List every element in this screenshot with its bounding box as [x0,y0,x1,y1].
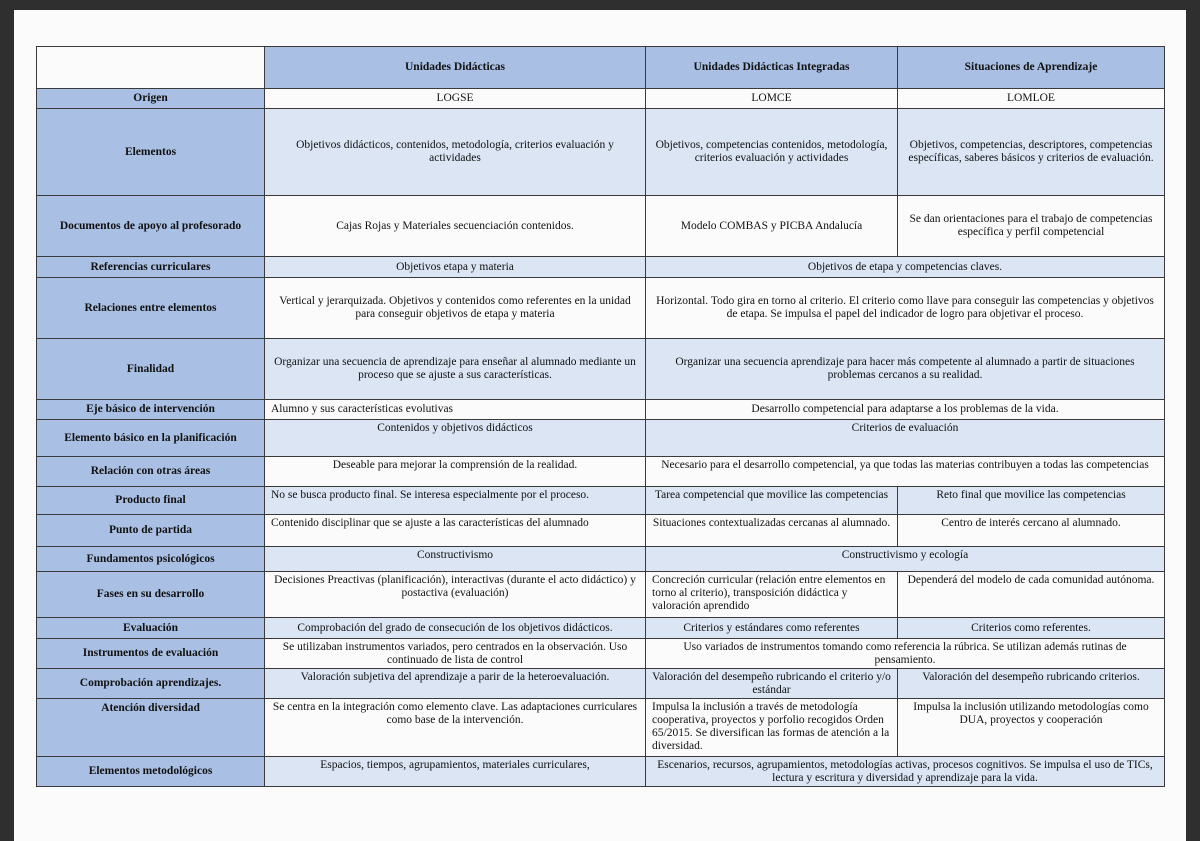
table-cell: Modelo COMBAS y PICBA Andalucía [646,196,898,257]
row-header: Punto de partida [37,515,265,547]
row-header: Elemento básico en la planificación [37,420,265,457]
table-cell: Criterios como referentes. [898,618,1165,639]
table-row [37,639,1165,669]
table-cell: Objetivos didácticos, contenidos, metodología, criterios evaluación y actividades [265,109,646,196]
corner-cell [37,47,265,89]
table-row [37,400,1165,420]
table-row [37,257,1165,278]
row-header: Fases en su desarrollo [37,572,265,618]
row-header: Atención diversidad [37,699,265,757]
row-header: Elementos metodológicos [37,757,265,787]
table-cell-merged: Uso variados de instrumentos tomando como referencia la rúbrica. Se utilizan además rutinas de pensamiento. [646,639,1165,669]
row-header: Origen [37,89,265,109]
table-row [37,278,1165,339]
table-row [37,699,1165,757]
row-header: Elementos [37,109,265,196]
table-cell: Objetivos, competencias contenidos, metodología, criterios evaluación y actividades [646,109,898,196]
table-row [37,457,1165,487]
table-cell: No se busca producto final. Se interesa especialmente por el proceso. [265,487,646,515]
table-cell: Valoración del desempeño rubricando el criterio y/o estándar [646,669,898,699]
table-cell: Valoración subjetiva del aprendizaje a parir de la heteroevaluación. [265,669,646,699]
row-header: Documentos de apoyo al profesorado [37,196,265,257]
comparison-table [36,46,1165,787]
row-header: Referencias curriculares [37,257,265,278]
table-cell: Impulsa la inclusión utilizando metodologías como DUA, proyectos y cooperación [898,699,1165,757]
row-header: Producto final [37,487,265,515]
table-row [37,757,1165,787]
table-cell: Cajas Rojas y Materiales secuenciación contenidos. [265,196,646,257]
table-cell-merged: Objetivos de etapa y competencias claves. [646,257,1165,278]
table-cell: Contenido disciplinar que se ajuste a las características del alumnado [265,515,646,547]
row-header: Relaciones entre elementos [37,278,265,339]
row-header: Eje básico de intervención [37,400,265,420]
table-row [37,196,1165,257]
table-cell: Dependerá del modelo de cada comunidad autónoma. [898,572,1165,618]
table-cell: Centro de interés cercano al alumnado. [898,515,1165,547]
row-header: Finalidad [37,339,265,400]
table-cell: Contenidos y objetivos didácticos [265,420,646,457]
table-cell: Espacios, tiempos, agrupamientos, materiales curriculares, [265,757,646,787]
column-header-sa: Situaciones de Aprendizaje [898,47,1165,89]
table-cell-merged: Organizar una secuencia aprendizaje para hacer más competente al alumnado a partir de situaciones problemas cercanos a su realidad. [646,339,1165,400]
table-row [37,547,1165,572]
row-header: Fundamentos psicológicos [37,547,265,572]
header-row [37,47,1165,89]
table-row [37,89,1165,109]
table-row [37,487,1165,515]
table-cell: Concreción curricular (relación entre elementos en torno al criterio), transposición didáctica y valoración aprendido [646,572,898,618]
table-cell: Decisiones Preactivas (planificación), interactivas (durante el acto didáctico) y postactiva (evaluación) [265,572,646,618]
row-header: Instrumentos de evaluación [37,639,265,669]
column-header-udi: Unidades Didácticas Integradas [646,47,898,89]
table-cell: Impulsa la inclusión a través de metodología cooperativa, proyectos y porfolio recogidos Orden 65/2015. Se diversifican las formas de atención a la diversidad. [646,699,898,757]
table-row [37,420,1165,457]
table-cell: Objetivos etapa y materia [265,257,646,278]
table-row [37,109,1165,196]
row-header: Relación con otras áreas [37,457,265,487]
table-cell: Comprobación del grado de consecución de los objetivos didácticos. [265,618,646,639]
table-cell: Organizar una secuencia de aprendizaje para enseñar al alumnado mediante un proceso que se ajuste a sus características. [265,339,646,400]
table-cell: Constructivismo [265,547,646,572]
table-cell: Reto final que movilice las competencias [898,487,1165,515]
table-cell: Se centra en la integración como elemento clave. Las adaptaciones curriculares como base de la intervención. [265,699,646,757]
table-cell-merged: Necesario para el desarrollo competencial, ya que todas las materias contribuyen a todas las competencias [646,457,1165,487]
table-row [37,339,1165,400]
column-header-ud: Unidades Didácticas [265,47,646,89]
table-cell-merged: Horizontal. Todo gira en torno al criterio. El criterio como llave para conseguir las competencias y objetivos de etapa. Se impulsa el papel del indicador de logro para objetivar el proceso. [646,278,1165,339]
table-row [37,572,1165,618]
table-cell-merged: Criterios de evaluación [646,420,1165,457]
table-cell: Se utilizaban instrumentos variados, pero centrados en la observación. Uso continuado de lista de control [265,639,646,669]
table-cell-merged: Desarrollo competencial para adaptarse a los problemas de la vida. [646,400,1165,420]
table-cell: LOGSE [265,89,646,109]
table-cell: LOMLOE [898,89,1165,109]
table-cell: Situaciones contextualizadas cercanas al alumnado. [646,515,898,547]
table-cell: Objetivos, competencias, descriptores, competencias específicas, saberes básicos y criterios de evaluación. [898,109,1165,196]
table-cell: Alumno y sus características evolutivas [265,400,646,420]
table-cell: Criterios y estándares como referentes [646,618,898,639]
table-cell: Tarea competencial que movilice las competencias [646,487,898,515]
table-cell: Se dan orientaciones para el trabajo de competencias específica y perfil competencial [898,196,1165,257]
table-row [37,618,1165,639]
table-cell-merged: Escenarios, recursos, agrupamientos, metodologías activas, procesos cognitivos. Se impulsa el uso de TICs, lectura y escritura y diversidad y aprendizaje para la vida. [646,757,1165,787]
row-header: Comprobación aprendizajes. [37,669,265,699]
table-cell: LOMCE [646,89,898,109]
table-row [37,669,1165,699]
table-cell: Vertical y jerarquizada. Objetivos y contenidos como referentes en la unidad para conseguir objetivos de etapa y materia [265,278,646,339]
table-cell-merged: Constructivismo y ecología [646,547,1165,572]
table-cell: Deseable para mejorar la comprensión de la realidad. [265,457,646,487]
table-row [37,515,1165,547]
table-cell: Valoración del desempeño rubricando criterios. [898,669,1165,699]
row-header: Evaluación [37,618,265,639]
